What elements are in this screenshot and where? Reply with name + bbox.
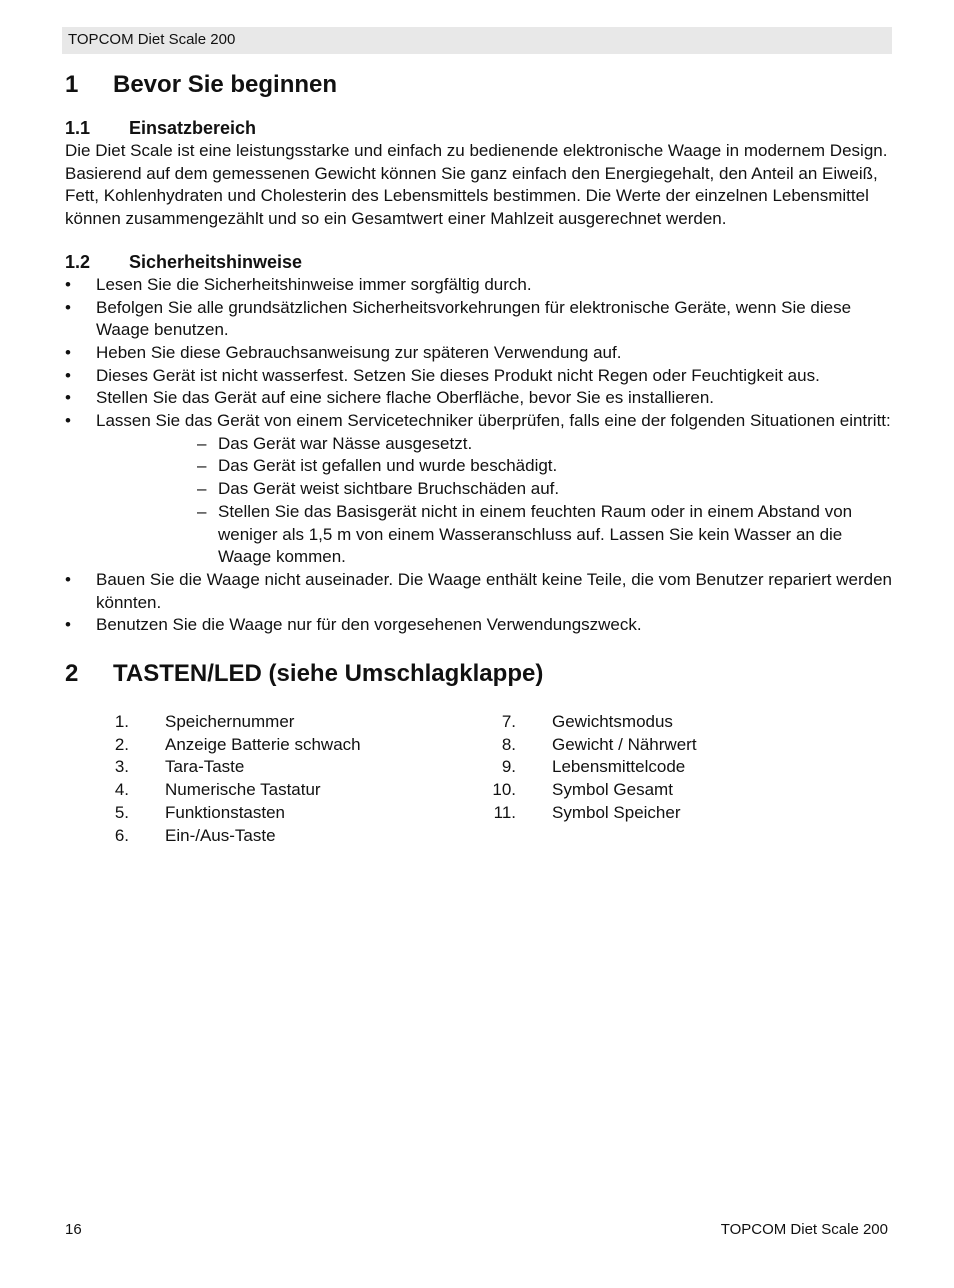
keys-column-right bbox=[452, 711, 839, 847]
section-title: TASTEN/LED (siehe Umschlagklappe) bbox=[113, 660, 544, 688]
list-item bbox=[65, 779, 452, 802]
list-item: – Das Gerät weist sichtbare Bruchschäden auf. bbox=[187, 478, 892, 501]
section-number: 2 bbox=[65, 660, 79, 688]
list-item: • Bauen Sie die Waage nicht auseinader. Die Waage enthält keine Teile, die vom Benutzer repariert werden könnten. bbox=[65, 569, 892, 614]
section-title: Bevor Sie beginnen bbox=[113, 71, 338, 98]
subsection-number: 1.2 bbox=[65, 251, 91, 272]
subsection-1-1-heading bbox=[65, 116, 892, 140]
item-number: 8. bbox=[501, 734, 516, 754]
list-item: • Lesen Sie die Sicherheitshinweise immer sorgfältig durch. bbox=[65, 274, 892, 297]
list-item: • Benutzen Sie die Waage nur für den vorgesehenen Verwendungszweck. bbox=[65, 614, 892, 637]
item-number: 5. bbox=[114, 802, 129, 822]
item-label: Symbol Gesamt bbox=[552, 780, 673, 800]
safety-list bbox=[65, 274, 892, 433]
list-item: – Das Gerät ist gefallen und wurde beschädigt. bbox=[187, 455, 892, 478]
item-number: 4. bbox=[114, 780, 129, 800]
page-content bbox=[65, 70, 892, 847]
section-1-heading bbox=[65, 70, 892, 100]
subsection-1-2-heading bbox=[65, 250, 892, 274]
keys-list bbox=[65, 711, 892, 847]
safety-list-continued bbox=[65, 569, 892, 637]
page-number: 16 bbox=[65, 1221, 82, 1238]
list-item: • Befolgen Sie alle grundsätzlichen Sicherheitsvorkehrungen für elektronische Geräte, wenn Sie diese Waage benutzen. bbox=[65, 297, 892, 342]
item-number: 1. bbox=[114, 712, 129, 732]
item-label: Ein-/Aus-Taste bbox=[165, 825, 276, 845]
item-number: 11. bbox=[493, 802, 516, 822]
situations-list bbox=[65, 433, 892, 569]
item-number: 10. bbox=[492, 780, 516, 800]
list-item bbox=[65, 756, 452, 779]
item-label: Numerische Tastatur bbox=[165, 780, 321, 800]
subsection-title: Sicherheitshinweise bbox=[129, 251, 303, 272]
running-header bbox=[62, 27, 892, 54]
item-number: 9. bbox=[501, 757, 516, 777]
list-item: • Dieses Gerät ist nicht wasserfest. Setzen Sie dieses Produkt nicht Regen oder Feuchtigkeit aus. bbox=[65, 365, 892, 388]
list-item bbox=[452, 802, 839, 825]
paragraph: Basierend auf dem gemessenen Gewicht können Sie ganz einfach den Energiegehalt, den Anteil an Eiweiß, Fett, Kohlenhydraten und Cholesterin des Lebensmittels bestimmen. Die Werte der einzelnen Lebensmittel können zusammengezählt und so ein Gesamtwert einer Mahlzeit ausgerechnet werden. bbox=[65, 163, 878, 229]
subsection-title: Einsatzbereich bbox=[129, 118, 257, 138]
item-number: 3. bbox=[114, 757, 129, 777]
item-label: Funktionstasten bbox=[165, 802, 286, 822]
list-item bbox=[65, 802, 452, 825]
list-item bbox=[65, 711, 452, 734]
list-item: – Stellen Sie das Basisgerät nicht in einem feuchten Raum oder in einem Abstand von weniger als 1,5 m von einem Wasseranschluss auf. Lassen Sie kein Wasser an die Waage kommen. bbox=[187, 501, 892, 569]
item-label: Gewicht / Nährwert bbox=[552, 734, 697, 754]
subsection-number: 1.1 bbox=[65, 118, 91, 138]
list-item bbox=[452, 734, 839, 757]
item-label: Anzeige Batterie schwach bbox=[165, 734, 361, 754]
list-item bbox=[65, 825, 452, 848]
list-item: • Heben Sie diese Gebrauchsanweisung zur späteren Verwendung auf. bbox=[65, 342, 892, 365]
list-item bbox=[452, 711, 839, 734]
item-label: Lebensmittelcode bbox=[552, 757, 686, 777]
item-label: Speichernummer bbox=[165, 712, 295, 732]
item-number: 6. bbox=[114, 825, 129, 845]
list-item: • Stellen Sie das Gerät auf eine sichere flache Oberfläche, bevor Sie es installieren. bbox=[65, 387, 892, 410]
list-item bbox=[452, 779, 839, 802]
item-label: Symbol Speicher bbox=[552, 802, 681, 822]
item-number: 2. bbox=[114, 734, 129, 754]
list-item bbox=[65, 734, 452, 757]
section-number: 1 bbox=[65, 71, 79, 98]
footer-title: TOPCOM Diet Scale 200 bbox=[720, 1221, 888, 1238]
list-item: – Das Gerät war Nässe ausgesetzt. bbox=[187, 433, 892, 456]
header-title: TOPCOM Diet Scale 200 bbox=[68, 31, 236, 48]
keys-column-left bbox=[65, 711, 452, 847]
paragraph: Die Diet Scale ist eine leistungsstarke und einfach zu bedienende elektronische Waage in modernem Design. bbox=[65, 141, 888, 160]
item-label: Tara-Taste bbox=[165, 757, 245, 777]
item-label: Gewichtsmodus bbox=[552, 712, 673, 732]
section-2-heading bbox=[65, 659, 892, 689]
list-item bbox=[452, 756, 839, 779]
list-item: • Lassen Sie das Gerät von einem Servicetechniker überprüfen, falls eine der folgenden Situationen eintritt: bbox=[65, 410, 892, 433]
item-number: 7. bbox=[501, 712, 516, 732]
